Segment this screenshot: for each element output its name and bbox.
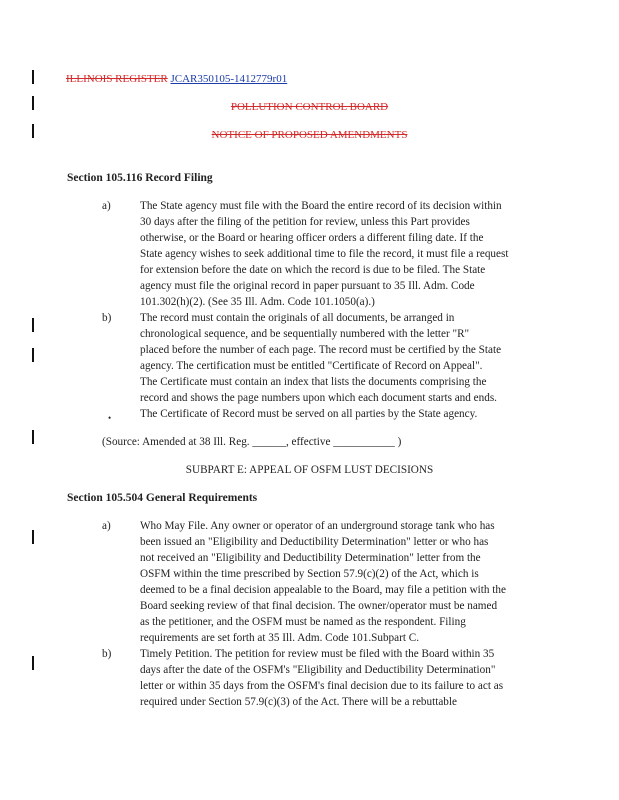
para-label: b): [102, 648, 112, 660]
notice-heading: NOTICE OF PROPOSED AMENDMENTS: [211, 129, 408, 141]
para-label: a): [102, 520, 111, 532]
section-116-para-a: The State agency must file with the Board the entire record of its decision within 30 days after the filing of the petition for review, unless this Part provides otherwise, or the Board or hearing officer orders a different filing date. If the State agency wishes to seek additional time to file the record, it must file a request for extension before the date on which the record is due to be filed. The State agency must file the original record in paper pursuant to 35 Ill. Adm. Code 101.302(h)(2). (See 35 Ill. Adm. Code 101.1050(a).): [140, 200, 509, 308]
para-label: b): [102, 312, 112, 324]
change-bar: [32, 430, 34, 444]
register-title: ILLINOIS REGISTER: [66, 73, 168, 85]
board-heading: POLLUTION CONTROL BOARD: [230, 101, 389, 113]
subpart-heading: SUBPART E: APPEAL OF OSFM LUST DECISIONS: [185, 464, 434, 476]
change-bar: [32, 70, 34, 84]
insertion-mark: •: [108, 413, 112, 423]
section-116-para-b: The record must contain the originals of all documents, be arranged in chronological sequence, and be sequentially numbered with the letter "R" placed before the number of each page. The record must be certified by the State agency. The certification must be entitled "Certificate of Record on Appeal". The Certificate must contain an index that lists the documents comprising the record and shows the page numbers upon which each document starts and ends. The Certificate of Record must be served on all parties by the State agency.: [140, 312, 502, 420]
register-header: [66, 72, 287, 86]
section-504-para-b: Timely Petition. The petition for review must be filed with the Board within 35 days after the date of the OSFM's "Eligibility and Deductibility Determination" letter or within 35 days from the OSFM's final decision due to its failure to act as required under Section 57.9(c)(3) of the Act. There will be a rebuttable: [140, 648, 504, 708]
source-note: (Source: Amended at 38 Ill. Reg. ______, effective ___________ ): [102, 436, 402, 448]
change-bar: [32, 530, 34, 544]
change-bar: [32, 318, 34, 332]
para-label: a): [102, 200, 111, 212]
change-bar: [32, 656, 34, 670]
section-504-title: Section 105.504 General Requirements: [67, 492, 258, 504]
change-bar: [32, 348, 34, 362]
document-id: JCAR350105-1412779r01: [170, 73, 288, 85]
section-116-title: Section 105.116 Record Filing: [67, 172, 213, 184]
section-504-para-a: Who May File. Any owner or operator of an underground storage tank who has been issued an "Eligibility and Deductibility Determination" letter or who has not received an "Eligibility and Deductibility Determination" letter from the OSFM within the time prescribed by Section 57.9(c)(2) of the Act, which is deemed to be a final decision appealable to the Board, may file a petition with the Board seeking review of that final decision. The owner/operator must be named as the petitioner, and the OSFM must be named as the respondent. Filing requirements are set forth at 35 Ill. Adm. Code 101.Subpart C.: [140, 520, 506, 644]
